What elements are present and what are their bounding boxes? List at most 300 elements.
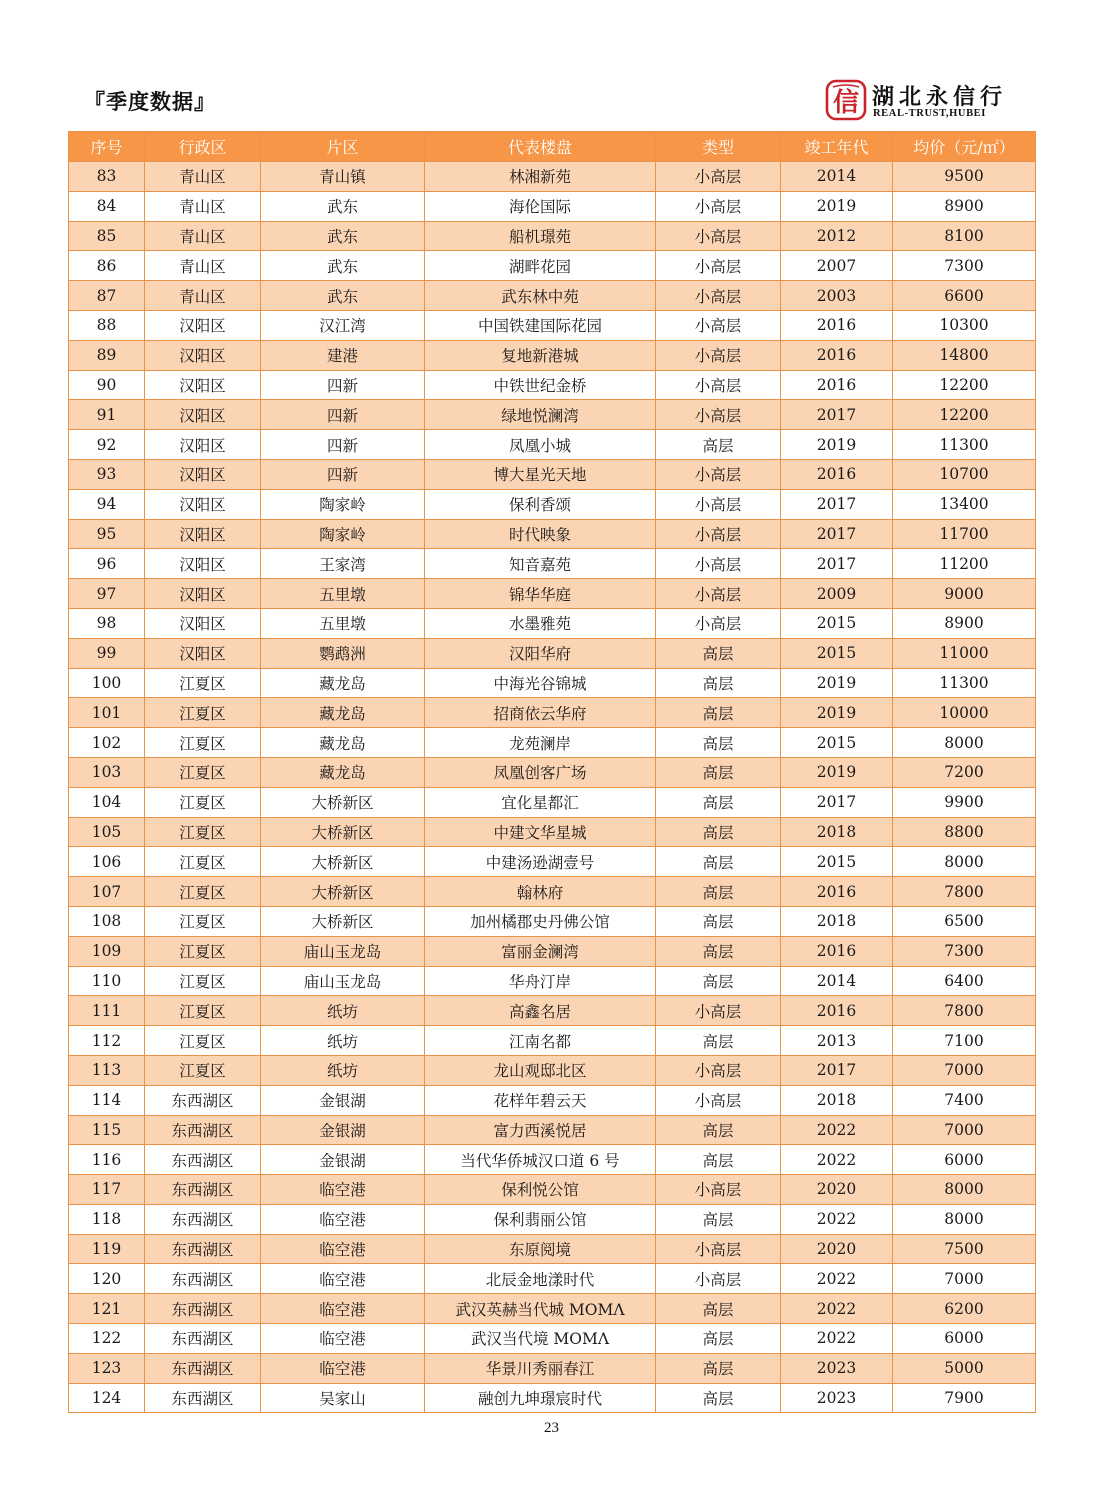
cell-year: 2022 — [781, 1145, 893, 1175]
cell-project: 富丽金澜湾 — [425, 936, 656, 966]
table-row — [69, 489, 1036, 519]
cell-type: 小高层 — [656, 1175, 781, 1205]
cell-type: 高层 — [656, 1383, 781, 1413]
col-header-year: 竣工年代 — [781, 132, 893, 162]
table-row — [69, 698, 1036, 728]
cell-year: 2016 — [781, 459, 893, 489]
cell-project: 复地新港城 — [425, 340, 656, 370]
cell-price: 8100 — [893, 221, 1036, 251]
cell-type: 高层 — [656, 966, 781, 996]
cell-type: 小高层 — [656, 1234, 781, 1264]
cell-price: 7800 — [893, 996, 1036, 1026]
table-row — [69, 757, 1036, 787]
cell-project: 江南名都 — [425, 1026, 656, 1056]
cell-year: 2016 — [781, 310, 893, 340]
price-table — [68, 131, 1036, 1413]
cell-type: 小高层 — [656, 1085, 781, 1115]
cell-index: 119 — [69, 1234, 145, 1264]
table-row — [69, 1324, 1036, 1354]
cell-district: 汉阳区 — [145, 400, 261, 430]
table-row — [69, 1294, 1036, 1324]
table-row — [69, 519, 1036, 549]
cell-district: 汉阳区 — [145, 489, 261, 519]
col-header-index: 序号 — [69, 132, 145, 162]
cell-district: 汉阳区 — [145, 430, 261, 460]
cell-index: 106 — [69, 847, 145, 877]
table-row — [69, 1085, 1036, 1115]
cell-index: 122 — [69, 1324, 145, 1354]
table-row — [69, 847, 1036, 877]
cell-project: 保利香颂 — [425, 489, 656, 519]
cell-index: 112 — [69, 1026, 145, 1056]
cell-area: 藏龙岛 — [261, 668, 425, 698]
cell-price: 9900 — [893, 787, 1036, 817]
cell-index: 108 — [69, 906, 145, 936]
cell-project: 花样年碧云天 — [425, 1085, 656, 1115]
cell-price: 8000 — [893, 1175, 1036, 1205]
table-row — [69, 1234, 1036, 1264]
cell-price: 8900 — [893, 191, 1036, 221]
cell-area: 纸坊 — [261, 1055, 425, 1085]
page-number: 23 — [544, 1420, 559, 1436]
cell-index: 94 — [69, 489, 145, 519]
cell-index: 124 — [69, 1383, 145, 1413]
cell-year: 2022 — [781, 1264, 893, 1294]
cell-area: 四新 — [261, 400, 425, 430]
cell-year: 2022 — [781, 1204, 893, 1234]
cell-area: 临空港 — [261, 1353, 425, 1383]
cell-index: 107 — [69, 877, 145, 907]
cell-district: 东西湖区 — [145, 1204, 261, 1234]
cell-price: 7000 — [893, 1055, 1036, 1085]
cell-index: 90 — [69, 370, 145, 400]
cell-year: 2016 — [781, 877, 893, 907]
cell-type: 高层 — [656, 1115, 781, 1145]
cell-year: 2017 — [781, 519, 893, 549]
cell-area: 临空港 — [261, 1234, 425, 1264]
cell-year: 2019 — [781, 668, 893, 698]
cell-price: 7100 — [893, 1026, 1036, 1056]
cell-project: 东原阅境 — [425, 1234, 656, 1264]
cell-type: 高层 — [656, 906, 781, 936]
cell-area: 武东 — [261, 251, 425, 281]
table-header-row — [69, 132, 1036, 162]
section-title: 『季度数据』 — [84, 90, 216, 114]
cell-area: 武东 — [261, 191, 425, 221]
table-row — [69, 579, 1036, 609]
cell-district: 青山区 — [145, 221, 261, 251]
cell-price: 11200 — [893, 549, 1036, 579]
cell-project: 中建文华星城 — [425, 817, 656, 847]
cell-type: 小高层 — [656, 281, 781, 311]
cell-area: 五里墩 — [261, 608, 425, 638]
cell-district: 青山区 — [145, 191, 261, 221]
cell-year: 2023 — [781, 1353, 893, 1383]
table-row — [69, 251, 1036, 281]
cell-area: 临空港 — [261, 1294, 425, 1324]
table-row — [69, 668, 1036, 698]
cell-district: 江夏区 — [145, 787, 261, 817]
cell-price: 7500 — [893, 1234, 1036, 1264]
cell-district: 江夏区 — [145, 936, 261, 966]
cell-year: 2016 — [781, 340, 893, 370]
table-row — [69, 966, 1036, 996]
cell-index: 114 — [69, 1085, 145, 1115]
cell-index: 83 — [69, 162, 145, 192]
cell-district: 江夏区 — [145, 1055, 261, 1085]
cell-project: 中国铁建国际花园 — [425, 310, 656, 340]
cell-type: 小高层 — [656, 162, 781, 192]
col-header-price: 均价（元/㎡） — [893, 132, 1036, 162]
cell-district: 江夏区 — [145, 847, 261, 877]
cell-year: 2018 — [781, 1085, 893, 1115]
cell-price: 10300 — [893, 310, 1036, 340]
cell-year: 2022 — [781, 1115, 893, 1145]
cell-year: 2014 — [781, 162, 893, 192]
cell-index: 98 — [69, 608, 145, 638]
cell-price: 8000 — [893, 1204, 1036, 1234]
col-header-district: 行政区 — [145, 132, 261, 162]
col-header-area: 片区 — [261, 132, 425, 162]
cell-type: 小高层 — [656, 996, 781, 1026]
cell-index: 85 — [69, 221, 145, 251]
cell-type: 小高层 — [656, 1055, 781, 1085]
cell-project: 招商依云华府 — [425, 698, 656, 728]
cell-index: 95 — [69, 519, 145, 549]
table-row — [69, 1264, 1036, 1294]
cell-area: 纸坊 — [261, 1026, 425, 1056]
table-row — [69, 1055, 1036, 1085]
cell-type: 高层 — [656, 430, 781, 460]
cell-area: 藏龙岛 — [261, 698, 425, 728]
cell-area: 汉江湾 — [261, 310, 425, 340]
cell-price: 12200 — [893, 400, 1036, 430]
cell-price: 8800 — [893, 817, 1036, 847]
cell-type: 高层 — [656, 1145, 781, 1175]
cell-index: 111 — [69, 996, 145, 1026]
cell-type: 高层 — [656, 1204, 781, 1234]
cell-year: 2020 — [781, 1234, 893, 1264]
cell-project: 绿地悦澜湾 — [425, 400, 656, 430]
table-row — [69, 877, 1036, 907]
cell-type: 小高层 — [656, 489, 781, 519]
cell-area: 藏龙岛 — [261, 728, 425, 758]
cell-price: 7000 — [893, 1115, 1036, 1145]
cell-type: 小高层 — [656, 549, 781, 579]
cell-district: 汉阳区 — [145, 549, 261, 579]
cell-project: 林湘新苑 — [425, 162, 656, 192]
cell-project: 华舟汀岸 — [425, 966, 656, 996]
cell-index: 120 — [69, 1264, 145, 1294]
cell-index: 100 — [69, 668, 145, 698]
cell-area: 武东 — [261, 281, 425, 311]
cell-district: 江夏区 — [145, 996, 261, 1026]
cell-district: 汉阳区 — [145, 370, 261, 400]
cell-project: 翰林府 — [425, 877, 656, 907]
cell-price: 12200 — [893, 370, 1036, 400]
cell-price: 8900 — [893, 608, 1036, 638]
table-row — [69, 1204, 1036, 1234]
cell-project: 加州橘郡史丹佛公馆 — [425, 906, 656, 936]
cell-type: 小高层 — [656, 370, 781, 400]
cell-district: 东西湖区 — [145, 1145, 261, 1175]
cell-project: 武汉当代境 MOMΛ — [425, 1324, 656, 1354]
table-row — [69, 281, 1036, 311]
cell-year: 2017 — [781, 1055, 893, 1085]
cell-year: 2023 — [781, 1383, 893, 1413]
cell-area: 鹦鹉洲 — [261, 638, 425, 668]
cell-district: 东西湖区 — [145, 1175, 261, 1205]
cell-year: 2018 — [781, 817, 893, 847]
cell-area: 金银湖 — [261, 1145, 425, 1175]
col-header-project: 代表楼盘 — [425, 132, 656, 162]
cell-area: 四新 — [261, 370, 425, 400]
cell-price: 11300 — [893, 430, 1036, 460]
cell-district: 江夏区 — [145, 728, 261, 758]
cell-price: 6400 — [893, 966, 1036, 996]
cell-type: 小高层 — [656, 1264, 781, 1294]
table-row — [69, 191, 1036, 221]
cell-index: 101 — [69, 698, 145, 728]
cell-district: 东西湖区 — [145, 1353, 261, 1383]
cell-index: 87 — [69, 281, 145, 311]
seal-icon — [824, 78, 868, 122]
company-name: 湖北永信行 — [872, 85, 1008, 110]
cell-type: 高层 — [656, 787, 781, 817]
cell-district: 东西湖区 — [145, 1264, 261, 1294]
table-row — [69, 310, 1036, 340]
table-row — [69, 1145, 1036, 1175]
cell-project: 武东林中苑 — [425, 281, 656, 311]
cell-type: 小高层 — [656, 340, 781, 370]
cell-price: 8000 — [893, 847, 1036, 877]
cell-district: 汉阳区 — [145, 608, 261, 638]
cell-project: 当代华侨城汉口道 6 号 — [425, 1145, 656, 1175]
table-row — [69, 817, 1036, 847]
cell-project: 华景川秀丽春江 — [425, 1353, 656, 1383]
cell-area: 临空港 — [261, 1204, 425, 1234]
cell-index: 93 — [69, 459, 145, 489]
cell-price: 7900 — [893, 1383, 1036, 1413]
cell-index: 117 — [69, 1175, 145, 1205]
table-row — [69, 996, 1036, 1026]
cell-area: 庙山玉龙岛 — [261, 936, 425, 966]
cell-year: 2020 — [781, 1175, 893, 1205]
cell-project: 中铁世纪金桥 — [425, 370, 656, 400]
cell-district: 江夏区 — [145, 966, 261, 996]
cell-year: 2019 — [781, 191, 893, 221]
cell-project: 时代映象 — [425, 519, 656, 549]
cell-year: 2022 — [781, 1324, 893, 1354]
cell-district: 东西湖区 — [145, 1383, 261, 1413]
cell-year: 2017 — [781, 549, 893, 579]
cell-district: 东西湖区 — [145, 1294, 261, 1324]
cell-year: 2007 — [781, 251, 893, 281]
cell-district: 汉阳区 — [145, 519, 261, 549]
cell-year: 2003 — [781, 281, 893, 311]
cell-district: 江夏区 — [145, 757, 261, 787]
cell-project: 海伦国际 — [425, 191, 656, 221]
cell-project: 汉阳华府 — [425, 638, 656, 668]
cell-type: 高层 — [656, 638, 781, 668]
table-row — [69, 728, 1036, 758]
cell-price: 9500 — [893, 162, 1036, 192]
cell-type: 高层 — [656, 1294, 781, 1324]
cell-year: 2022 — [781, 1294, 893, 1324]
cell-index: 99 — [69, 638, 145, 668]
col-header-type: 类型 — [656, 132, 781, 162]
cell-year: 2018 — [781, 906, 893, 936]
cell-price: 6000 — [893, 1324, 1036, 1354]
cell-area: 大桥新区 — [261, 906, 425, 936]
cell-price: 7000 — [893, 1264, 1036, 1294]
cell-year: 2015 — [781, 638, 893, 668]
cell-district: 东西湖区 — [145, 1324, 261, 1354]
cell-type: 高层 — [656, 847, 781, 877]
cell-price: 5000 — [893, 1353, 1036, 1383]
table-row — [69, 340, 1036, 370]
table-row — [69, 936, 1036, 966]
cell-area: 青山镇 — [261, 162, 425, 192]
cell-price: 11700 — [893, 519, 1036, 549]
cell-index: 91 — [69, 400, 145, 430]
cell-project: 武汉英赫当代城 MOMΛ — [425, 1294, 656, 1324]
cell-index: 88 — [69, 310, 145, 340]
cell-year: 2017 — [781, 787, 893, 817]
cell-project: 博大星光天地 — [425, 459, 656, 489]
cell-year: 2015 — [781, 728, 893, 758]
cell-price: 11000 — [893, 638, 1036, 668]
cell-area: 吴家山 — [261, 1383, 425, 1413]
table-row — [69, 430, 1036, 460]
cell-year: 2015 — [781, 847, 893, 877]
cell-price: 13400 — [893, 489, 1036, 519]
cell-project: 船机璟苑 — [425, 221, 656, 251]
cell-district: 汉阳区 — [145, 340, 261, 370]
cell-index: 116 — [69, 1145, 145, 1175]
cell-year: 2014 — [781, 966, 893, 996]
cell-area: 四新 — [261, 459, 425, 489]
cell-type: 高层 — [656, 1026, 781, 1056]
table-row — [69, 787, 1036, 817]
cell-index: 115 — [69, 1115, 145, 1145]
cell-type: 小高层 — [656, 608, 781, 638]
table-row — [69, 400, 1036, 430]
cell-district: 汉阳区 — [145, 459, 261, 489]
cell-district: 汉阳区 — [145, 579, 261, 609]
cell-type: 小高层 — [656, 191, 781, 221]
cell-index: 109 — [69, 936, 145, 966]
cell-type: 小高层 — [656, 251, 781, 281]
table-row — [69, 370, 1036, 400]
cell-price: 6000 — [893, 1145, 1036, 1175]
table-row — [69, 162, 1036, 192]
cell-district: 东西湖区 — [145, 1085, 261, 1115]
cell-project: 凤凰创客广场 — [425, 757, 656, 787]
cell-area: 四新 — [261, 430, 425, 460]
table-row — [69, 1115, 1036, 1145]
cell-index: 86 — [69, 251, 145, 281]
cell-project: 凤凰小城 — [425, 430, 656, 460]
cell-year: 2016 — [781, 936, 893, 966]
cell-type: 高层 — [656, 1353, 781, 1383]
cell-index: 105 — [69, 817, 145, 847]
cell-project: 锦华华庭 — [425, 579, 656, 609]
cell-index: 123 — [69, 1353, 145, 1383]
cell-area: 临空港 — [261, 1175, 425, 1205]
cell-district: 东西湖区 — [145, 1115, 261, 1145]
cell-type: 小高层 — [656, 310, 781, 340]
cell-type: 小高层 — [656, 400, 781, 430]
cell-project: 富力西溪悦居 — [425, 1115, 656, 1145]
cell-year: 2019 — [781, 430, 893, 460]
cell-district: 江夏区 — [145, 668, 261, 698]
cell-price: 7300 — [893, 251, 1036, 281]
cell-price: 7200 — [893, 757, 1036, 787]
cell-area: 大桥新区 — [261, 817, 425, 847]
cell-type: 高层 — [656, 877, 781, 907]
cell-index: 84 — [69, 191, 145, 221]
table-row — [69, 1383, 1036, 1413]
cell-year: 2017 — [781, 489, 893, 519]
cell-area: 金银湖 — [261, 1085, 425, 1115]
cell-area: 金银湖 — [261, 1115, 425, 1145]
cell-price: 10700 — [893, 459, 1036, 489]
cell-index: 121 — [69, 1294, 145, 1324]
cell-project: 北辰金地漾时代 — [425, 1264, 656, 1294]
cell-project: 高鑫名居 — [425, 996, 656, 1026]
cell-project: 保利翡丽公馆 — [425, 1204, 656, 1234]
cell-district: 汉阳区 — [145, 638, 261, 668]
cell-project: 水墨雅苑 — [425, 608, 656, 638]
cell-index: 113 — [69, 1055, 145, 1085]
cell-district: 东西湖区 — [145, 1234, 261, 1264]
cell-district: 江夏区 — [145, 906, 261, 936]
table-row — [69, 906, 1036, 936]
cell-project: 保利悦公馆 — [425, 1175, 656, 1205]
cell-area: 建港 — [261, 340, 425, 370]
cell-price: 6200 — [893, 1294, 1036, 1324]
cell-index: 102 — [69, 728, 145, 758]
cell-area: 武东 — [261, 221, 425, 251]
cell-index: 89 — [69, 340, 145, 370]
cell-district: 江夏区 — [145, 698, 261, 728]
cell-project: 龙山观邸北区 — [425, 1055, 656, 1085]
cell-area: 庙山玉龙岛 — [261, 966, 425, 996]
cell-project: 宜化星都汇 — [425, 787, 656, 817]
cell-price: 8000 — [893, 728, 1036, 758]
company-subtitle: REAL-TRUST,HUBEI — [873, 108, 986, 119]
cell-type: 小高层 — [656, 459, 781, 489]
cell-project: 中海光谷锦城 — [425, 668, 656, 698]
cell-type: 小高层 — [656, 579, 781, 609]
cell-area: 大桥新区 — [261, 877, 425, 907]
cell-area: 王家湾 — [261, 549, 425, 579]
cell-type: 高层 — [656, 936, 781, 966]
svg-text:信: 信 — [832, 88, 860, 118]
cell-price: 10000 — [893, 698, 1036, 728]
cell-year: 2016 — [781, 370, 893, 400]
cell-district: 青山区 — [145, 162, 261, 192]
table-row — [69, 1175, 1036, 1205]
cell-year: 2017 — [781, 400, 893, 430]
cell-price: 11300 — [893, 668, 1036, 698]
cell-price: 7800 — [893, 877, 1036, 907]
cell-project: 中建汤逊湖壹号 — [425, 847, 656, 877]
cell-index: 92 — [69, 430, 145, 460]
cell-project: 知音嘉苑 — [425, 549, 656, 579]
cell-year: 2013 — [781, 1026, 893, 1056]
